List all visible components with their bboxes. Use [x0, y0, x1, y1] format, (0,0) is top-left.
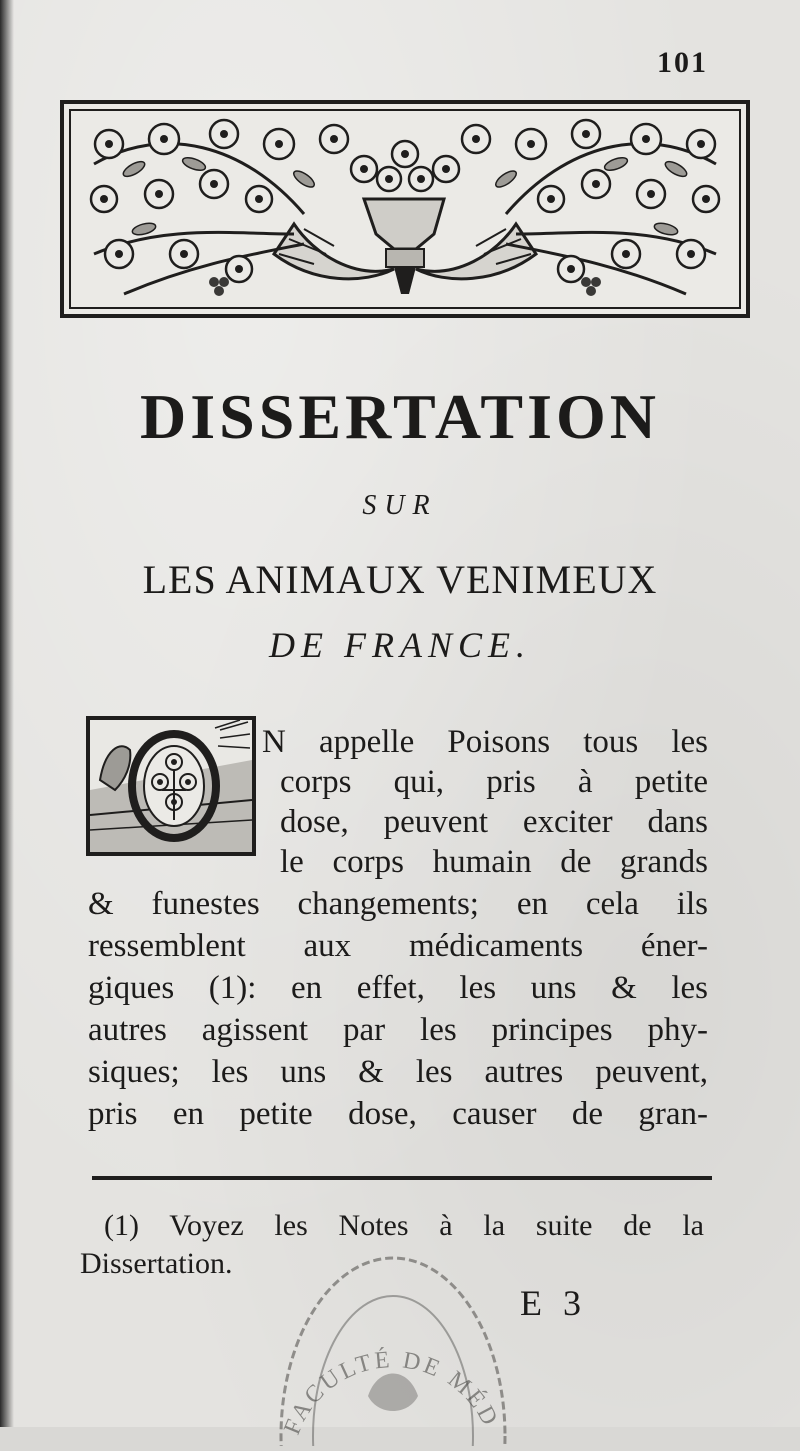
body-line-7: giques (1): en effet, les uns & les — [88, 970, 708, 1006]
decorated-initial-o — [86, 716, 256, 856]
body-line-6: ressemblent aux médicaments éner- — [88, 928, 708, 964]
floral-cornucopia-ornament — [64, 104, 746, 314]
body-line-5: & funestes changements; en cela ils — [88, 886, 708, 922]
svg-text:FACULTÉ DE MÉDECINE DE PARIS: FACULTÉ DE MÉD — [279, 1346, 504, 1439]
body-line-9: siques; les uns & les autres peuvent, — [88, 1054, 708, 1090]
body-line-4: le corps humain de grands — [280, 844, 708, 880]
body-line-8: autres agissent par les principes phy- — [88, 1012, 708, 1048]
page-number: 101 — [657, 46, 708, 79]
subtitle-de-france: DE FRANCE. — [269, 625, 531, 665]
dissertation-subtitle: LES ANIMAUX VENIMEUX — [142, 557, 658, 602]
signature-mark: E 3 — [520, 1283, 587, 1323]
ornamental-letter-o-icon — [90, 720, 252, 852]
dissertation-title: DISSERTATION — [140, 381, 660, 452]
footnote-divider — [92, 1176, 712, 1180]
library-stamp — [268, 1246, 518, 1451]
decorative-headpiece — [60, 100, 750, 318]
body-line-10: pris en petite dose, causer de gran- — [88, 1096, 708, 1132]
body-line-2: corps qui, pris à petite — [280, 764, 708, 800]
faculty-seal-stamp — [268, 1246, 518, 1446]
footnote-line-2: Dissertation. — [80, 1247, 233, 1280]
page-edge-shadow — [0, 0, 14, 1427]
footnote-line-1: (1) Voyez les Notes à la suite de la — [104, 1209, 704, 1242]
body-line-3: dose, peuvent exciter dans — [280, 804, 708, 840]
title-connector-sur: SUR — [362, 490, 438, 521]
body-line-1: N appelle Poisons tous les — [262, 724, 708, 760]
